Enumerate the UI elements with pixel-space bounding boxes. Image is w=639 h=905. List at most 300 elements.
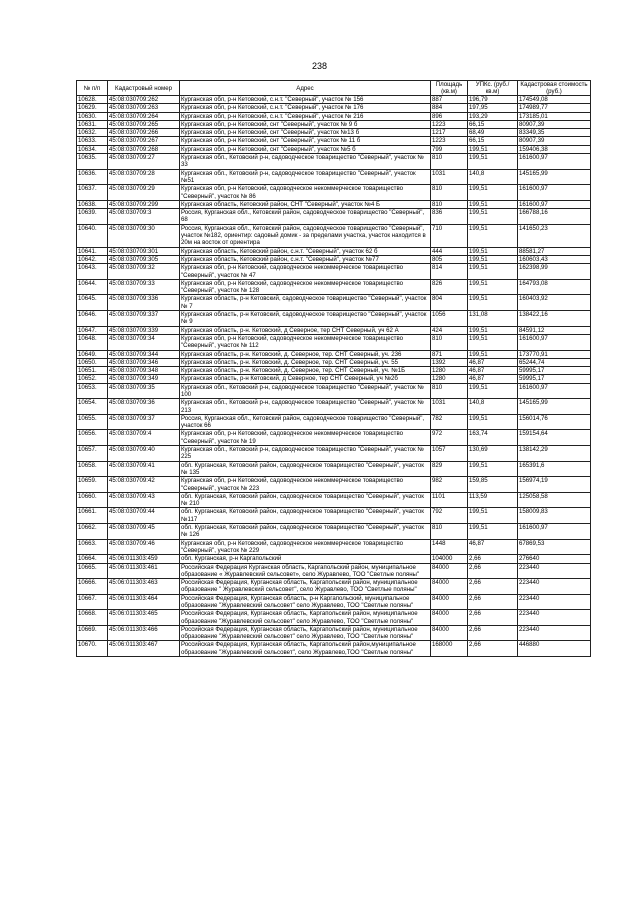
cadastral-value-cell: 223440 bbox=[518, 579, 591, 595]
unit-value-cell: 199,51 bbox=[468, 279, 518, 295]
unit-value-cell: 199,51 bbox=[468, 200, 518, 208]
row-index-cell: 10642. bbox=[77, 255, 108, 263]
cadastral-number-cell: 45:08:030709:4 bbox=[108, 430, 180, 446]
address-cell: Курганская область, р-н Кетовский, садоводческое товарищество "Северный", участок № 7 bbox=[180, 295, 431, 311]
row-index-cell: 10629. bbox=[77, 104, 108, 112]
row-index-cell: 10640. bbox=[77, 224, 108, 247]
address-cell: Российская Федерация, Курганская область, Каргапольский район, муниципальное образование "Журавлевский сельсовет" село Журавлево, ТОО "Светлые поляны" bbox=[180, 610, 431, 626]
address-cell: Россия, Курганская обл., Кетовский район, садоводческое товарищество "Северный", 68 bbox=[180, 209, 431, 225]
cadastral-number-cell: 45:08:030709:29 bbox=[108, 185, 180, 201]
table-row bbox=[77, 492, 591, 508]
address-cell: Курганская обл, р-н Кетовский, садоводческое некоммерческое товарищество "Северный", участок № 86 bbox=[180, 185, 431, 201]
cadastral-value-cell: 161600,97 bbox=[518, 154, 591, 170]
cadastral-value-cell: 164793,08 bbox=[518, 279, 591, 295]
area-cell: 887 bbox=[431, 96, 468, 104]
row-index-cell: 10666. bbox=[77, 579, 108, 595]
address-cell: Курганская обл, р-н Кетовский, с.н.т. "Северный", участок № 216 bbox=[180, 112, 431, 120]
cadastral-number-cell: 45:08:030709:41 bbox=[108, 461, 180, 477]
table-row bbox=[77, 200, 591, 208]
table-row bbox=[77, 563, 591, 579]
table-row bbox=[77, 112, 591, 120]
cadastral-number-cell: 45:06:011303:463 bbox=[108, 579, 180, 595]
cadastral-number-cell: 45:08:030709:44 bbox=[108, 508, 180, 524]
table-row bbox=[77, 326, 591, 334]
cadastral-number-cell: 45:08:030709:3 bbox=[108, 209, 180, 225]
address-cell: Россия, Курганская обл., Кетовский район, садоводческое товарищество "Северный", участок №182, ориентир: садовый домик - за пределами участка, участок находится в 20м на восток от ориентира bbox=[180, 224, 431, 247]
unit-value-cell: 199,51 bbox=[468, 264, 518, 280]
area-cell: 810 bbox=[431, 524, 468, 540]
header-address: Адрес bbox=[180, 81, 431, 96]
table-row bbox=[77, 120, 591, 128]
cadastral-value-cell: 125058,58 bbox=[518, 492, 591, 508]
address-cell: обл. Курганская, Кетовский район, садоводческое товарищество "Северный", участок №117 bbox=[180, 508, 431, 524]
unit-value-cell: 199,51 bbox=[468, 209, 518, 225]
cadastral-value-cell: 83349,35 bbox=[518, 129, 591, 137]
cadastral-number-cell: 45:08:030709:266 bbox=[108, 129, 180, 137]
unit-value-cell: 46,87 bbox=[468, 375, 518, 383]
unit-value-cell: 46,87 bbox=[468, 358, 518, 366]
cadastral-value-cell: 88581,27 bbox=[518, 247, 591, 255]
area-cell: 884 bbox=[431, 104, 468, 112]
row-index-cell: 10664. bbox=[77, 555, 108, 563]
address-cell: Курганская обл, р-н Кетовский, садоводческое некоммерческое товарищество "Северный", участок № 128 bbox=[180, 279, 431, 295]
table-row bbox=[77, 264, 591, 280]
cadastral-value-cell: 138142,29 bbox=[518, 446, 591, 462]
row-index-cell: 10630. bbox=[77, 112, 108, 120]
address-cell: Российская Федерация, Курганская область, р-н Каргапольский, муниципальное образование "Журавлевский сельсовет" село Журавлево, ТОО "Светлые поляны" bbox=[180, 594, 431, 610]
table-row bbox=[77, 539, 591, 555]
cadastral-number-cell: 45:08:030709:265 bbox=[108, 120, 180, 128]
address-cell: Курганская обл, р-н Кетовский, садоводческое некоммерческое товарищество "Северный", участок № 19 bbox=[180, 430, 431, 446]
area-cell: 1101 bbox=[431, 492, 468, 508]
cadastral-number-cell: 45:08:030709:30 bbox=[108, 224, 180, 247]
address-cell: обл. Курганская, Кетовский район, садоводческое товарищество "Северный", участок № 126 bbox=[180, 524, 431, 540]
cadastral-number-cell: 45:08:030709:262 bbox=[108, 96, 180, 104]
row-index-cell: 10663. bbox=[77, 539, 108, 555]
row-index-cell: 10641. bbox=[77, 247, 108, 255]
unit-value-cell: 199,51 bbox=[468, 185, 518, 201]
unit-value-cell: 196,79 bbox=[468, 96, 518, 104]
table-row bbox=[77, 255, 591, 263]
table-row bbox=[77, 185, 591, 201]
unit-value-cell: 131,08 bbox=[468, 311, 518, 327]
table-row bbox=[77, 555, 591, 563]
table-row bbox=[77, 594, 591, 610]
row-index-cell: 10654. bbox=[77, 399, 108, 415]
cadastral-value-cell: 161600,97 bbox=[518, 524, 591, 540]
cadastral-number-cell: 45:08:030709:28 bbox=[108, 169, 180, 185]
row-index-cell: 10647. bbox=[77, 326, 108, 334]
unit-value-cell: 199,51 bbox=[468, 508, 518, 524]
table-row bbox=[77, 399, 591, 415]
area-cell: 1057 bbox=[431, 446, 468, 462]
row-index-cell: 10649. bbox=[77, 350, 108, 358]
area-cell: 972 bbox=[431, 430, 468, 446]
row-index-cell: 10661. bbox=[77, 508, 108, 524]
cadastral-value-cell: 161600,97 bbox=[518, 334, 591, 350]
unit-value-cell: 66,15 bbox=[468, 120, 518, 128]
cadastral-value-cell: 67869,53 bbox=[518, 539, 591, 555]
cadastral-value-cell: 161600,97 bbox=[518, 185, 591, 201]
row-index-cell: 10650. bbox=[77, 358, 108, 366]
address-cell: Курганская обл., Кетовский р-н, садоводческое товарищество "Северный", участок № 33 bbox=[180, 154, 431, 170]
row-index-cell: 10662. bbox=[77, 524, 108, 540]
header-index: № п/п bbox=[77, 81, 108, 96]
cadastral-value-cell: 84591,12 bbox=[518, 326, 591, 334]
row-index-cell: 10634. bbox=[77, 145, 108, 153]
unit-value-cell: 199,51 bbox=[468, 145, 518, 153]
cadastral-value-cell: 161600,97 bbox=[518, 200, 591, 208]
header-cadastral-value: Кадастровая стоимость (руб.) bbox=[518, 81, 591, 96]
unit-value-cell: 199,51 bbox=[468, 224, 518, 247]
unit-value-cell: 2,66 bbox=[468, 610, 518, 626]
cadastral-number-cell: 45:08:030709:33 bbox=[108, 279, 180, 295]
table-row bbox=[77, 137, 591, 145]
cadastral-number-cell: 45:08:030709:43 bbox=[108, 492, 180, 508]
area-cell: 84000 bbox=[431, 594, 468, 610]
row-index-cell: 10646. bbox=[77, 311, 108, 327]
cadastral-number-cell: 45:08:030709:348 bbox=[108, 367, 180, 375]
area-cell: 782 bbox=[431, 414, 468, 430]
area-cell: 810 bbox=[431, 334, 468, 350]
table-row bbox=[77, 358, 591, 366]
unit-value-cell: 2,66 bbox=[468, 641, 518, 657]
table-row bbox=[77, 461, 591, 477]
table-row bbox=[77, 367, 591, 375]
table-row bbox=[77, 224, 591, 247]
area-cell: 710 bbox=[431, 224, 468, 247]
area-cell: 805 bbox=[431, 255, 468, 263]
row-index-cell: 10657. bbox=[77, 446, 108, 462]
unit-value-cell: 199,51 bbox=[468, 414, 518, 430]
address-cell: Курганская область, р-н. Кетовский, д. Северное, тер. СНТ Северный, уч. 55 bbox=[180, 358, 431, 366]
table-row bbox=[77, 169, 591, 185]
cadastral-number-cell: 45:08:030709:349 bbox=[108, 375, 180, 383]
address-cell: Российская Федерация, Курганская область, Каргапольский район, муниципальное образование " Журавлевский сельсовет", село Журавлево, ТОО "Светлые поляны" bbox=[180, 579, 431, 595]
unit-value-cell: 199,51 bbox=[468, 350, 518, 358]
area-cell: 792 bbox=[431, 508, 468, 524]
row-index-cell: 10665. bbox=[77, 563, 108, 579]
unit-value-cell: 199,51 bbox=[468, 326, 518, 334]
address-cell: Курганская обл, р-н Кетовский, садоводческое некоммерческое товарищество "Северный", участок № 47 bbox=[180, 264, 431, 280]
address-cell: Курганская обл, р-н Кетовский, садоводческое некоммерческое товарищество "Северный", участок № 229 bbox=[180, 539, 431, 555]
cadastral-number-cell: 45:08:030709:36 bbox=[108, 399, 180, 415]
unit-value-cell: 163,74 bbox=[468, 430, 518, 446]
unit-value-cell: 199,51 bbox=[468, 154, 518, 170]
table-row bbox=[77, 295, 591, 311]
cadastral-value-cell: 223440 bbox=[518, 610, 591, 626]
table-row bbox=[77, 311, 591, 327]
cadastral-number-cell: 45:08:030709:263 bbox=[108, 104, 180, 112]
cadastral-value-cell: 156014,76 bbox=[518, 414, 591, 430]
table-row bbox=[77, 625, 591, 641]
cadastral-value-cell: 158009,83 bbox=[518, 508, 591, 524]
address-cell: Курганская область, р-н Кетовский, д Северное, тер СНТ Северный, уч №2б bbox=[180, 375, 431, 383]
area-cell: 814 bbox=[431, 264, 468, 280]
cadastral-number-cell: 45:08:030709:42 bbox=[108, 477, 180, 493]
cadastral-number-cell: 45:08:030709:336 bbox=[108, 295, 180, 311]
table-row bbox=[77, 145, 591, 153]
table-row bbox=[77, 279, 591, 295]
cadastral-value-cell: 162398,99 bbox=[518, 264, 591, 280]
area-cell: 871 bbox=[431, 350, 468, 358]
header-row bbox=[77, 81, 591, 96]
unit-value-cell: 193,29 bbox=[468, 112, 518, 120]
area-cell: 84000 bbox=[431, 610, 468, 626]
unit-value-cell: 2,66 bbox=[468, 555, 518, 563]
area-cell: 1223 bbox=[431, 137, 468, 145]
unit-value-cell: 199,51 bbox=[468, 295, 518, 311]
unit-value-cell: 113,59 bbox=[468, 492, 518, 508]
area-cell: 810 bbox=[431, 154, 468, 170]
cadastral-value-cell: 160403,92 bbox=[518, 295, 591, 311]
row-index-cell: 10633. bbox=[77, 137, 108, 145]
address-cell: Курганская область, Кетовский район, с.н.т. "Северный", участок №77 bbox=[180, 255, 431, 263]
address-cell: Курганская обл, р-н Кетовский, садоводческое некоммерческое товарищество "Северный", участок № 112 bbox=[180, 334, 431, 350]
row-index-cell: 10658. bbox=[77, 461, 108, 477]
cadastral-number-cell: 45:06:011303:464 bbox=[108, 594, 180, 610]
cadastral-number-cell: 45:08:030709:35 bbox=[108, 383, 180, 399]
cadastral-value-table bbox=[76, 80, 591, 657]
cadastral-number-cell: 45:08:030709:346 bbox=[108, 358, 180, 366]
row-index-cell: 10639. bbox=[77, 209, 108, 225]
area-cell: 1056 bbox=[431, 311, 468, 327]
cadastral-number-cell: 45:08:030709:267 bbox=[108, 137, 180, 145]
cadastral-value-cell: 223440 bbox=[518, 625, 591, 641]
unit-value-cell: 199,51 bbox=[468, 247, 518, 255]
area-cell: 896 bbox=[431, 112, 468, 120]
unit-value-cell: 199,51 bbox=[468, 383, 518, 399]
cadastral-value-cell: 160603,43 bbox=[518, 255, 591, 263]
row-index-cell: 10655. bbox=[77, 414, 108, 430]
address-cell: Курганская область, р-н. Кетовский, д. Северное, тер. СНТ Северный, уч. №1Б bbox=[180, 367, 431, 375]
area-cell: 810 bbox=[431, 383, 468, 399]
row-index-cell: 10668. bbox=[77, 610, 108, 626]
area-cell: 1280 bbox=[431, 367, 468, 375]
area-cell: 1031 bbox=[431, 169, 468, 185]
address-cell: Курганская область, Кетовский район, СНТ "Северный", участок №4 Б bbox=[180, 200, 431, 208]
cadastral-value-cell: 141650,23 bbox=[518, 224, 591, 247]
unit-value-cell: 199,51 bbox=[468, 334, 518, 350]
row-index-cell: 10637. bbox=[77, 185, 108, 201]
address-cell: Россия, Курганская обл., Кетовский район, садоводческое товарищество "Северный", участок 66 bbox=[180, 414, 431, 430]
cadastral-number-cell: 45:08:030709:301 bbox=[108, 247, 180, 255]
row-index-cell: 10632. bbox=[77, 129, 108, 137]
table-row bbox=[77, 375, 591, 383]
area-cell: 799 bbox=[431, 145, 468, 153]
cadastral-value-cell: 59995,17 bbox=[518, 367, 591, 375]
unit-value-cell: 2,66 bbox=[468, 579, 518, 595]
row-index-cell: 10659. bbox=[77, 477, 108, 493]
cadastral-number-cell: 45:08:030709:299 bbox=[108, 200, 180, 208]
cadastral-number-cell: 45:08:030709:305 bbox=[108, 255, 180, 263]
address-cell: обл. Курганская, Кетовский район, садоводческое товарищество "Северный", участок № 210 bbox=[180, 492, 431, 508]
area-cell: 1448 bbox=[431, 539, 468, 555]
area-cell: 829 bbox=[431, 461, 468, 477]
address-cell: Курганская обл, р-н Кетовский, снт "Северный", участок №13 б bbox=[180, 129, 431, 137]
unit-value-cell: 2,66 bbox=[468, 594, 518, 610]
cadastral-number-cell: 45:08:030709:45 bbox=[108, 524, 180, 540]
unit-value-cell: 46,87 bbox=[468, 539, 518, 555]
cadastral-value-cell: 174989,77 bbox=[518, 104, 591, 112]
area-cell: 1392 bbox=[431, 358, 468, 366]
cadastral-value-cell: 223440 bbox=[518, 594, 591, 610]
cadastral-number-cell: 45:08:030709:32 bbox=[108, 264, 180, 280]
cadastral-number-cell: 45:06:011303:465 bbox=[108, 610, 180, 626]
cadastral-number-cell: 45:06:011303:466 bbox=[108, 625, 180, 641]
table-row bbox=[77, 641, 591, 657]
table-row bbox=[77, 154, 591, 170]
area-cell: 982 bbox=[431, 477, 468, 493]
row-index-cell: 10643. bbox=[77, 264, 108, 280]
cadastral-value-cell: 166788,16 bbox=[518, 209, 591, 225]
cadastral-number-cell: 45:08:030709:264 bbox=[108, 112, 180, 120]
address-cell: Курганская область, Кетовский район, с.н.т. "Северный", участок 62 б bbox=[180, 247, 431, 255]
header-cadastral-number: Кадастровый номер bbox=[108, 81, 180, 96]
area-cell: 104000 bbox=[431, 555, 468, 563]
address-cell: Курганская область, р-н. Кетовский, д Северное, тер СНТ Северный, уч 62 А bbox=[180, 326, 431, 334]
address-cell: обл. Курганская, Кетовский район, садоводческое товарищество "Северный", участок № 135 bbox=[180, 461, 431, 477]
address-cell: Курганская обл, р-н Кетовский, снт "Северный", участок № 9 б bbox=[180, 120, 431, 128]
table-row bbox=[77, 383, 591, 399]
cadastral-value-cell: 156974,19 bbox=[518, 477, 591, 493]
row-index-cell: 10670. bbox=[77, 641, 108, 657]
area-cell: 810 bbox=[431, 200, 468, 208]
area-cell: 444 bbox=[431, 247, 468, 255]
address-cell: Российская Федерация, Курганская область, Каргапольский район,муниципальное образование "Журавлевский сельсовет", село Журавлево,ТОО "Светлые поляны" bbox=[180, 641, 431, 657]
address-cell: Российская Федерация, Курганская область, Каргапольский район, муниципальное образование "Журавлевский сельсовет" село Журавлево, ТОО "Светлые поляны" bbox=[180, 625, 431, 641]
row-index-cell: 10648. bbox=[77, 334, 108, 350]
row-index-cell: 10645. bbox=[77, 295, 108, 311]
unit-value-cell: 159,85 bbox=[468, 477, 518, 493]
table-row bbox=[77, 524, 591, 540]
table-row bbox=[77, 350, 591, 358]
row-index-cell: 10667. bbox=[77, 594, 108, 610]
unit-value-cell: 68,49 bbox=[468, 129, 518, 137]
area-cell: 424 bbox=[431, 326, 468, 334]
unit-value-cell: 2,66 bbox=[468, 563, 518, 579]
area-cell: 810 bbox=[431, 185, 468, 201]
cadastral-number-cell: 45:08:030709:337 bbox=[108, 311, 180, 327]
cadastral-number-cell: 45:08:030709:37 bbox=[108, 414, 180, 430]
table-row bbox=[77, 446, 591, 462]
unit-value-cell: 199,51 bbox=[468, 255, 518, 263]
page-number: 238 bbox=[311, 61, 328, 71]
area-cell: 84000 bbox=[431, 563, 468, 579]
cadastral-value-cell: 161600,97 bbox=[518, 383, 591, 399]
area-cell: 1217 bbox=[431, 129, 468, 137]
cadastral-number-cell: 45:08:030709:40 bbox=[108, 446, 180, 462]
unit-value-cell: 199,51 bbox=[468, 524, 518, 540]
table-row bbox=[77, 508, 591, 524]
table-row bbox=[77, 129, 591, 137]
cadastral-value-cell: 173770,91 bbox=[518, 350, 591, 358]
cadastral-number-cell: 45:08:030709:34 bbox=[108, 334, 180, 350]
table-row bbox=[77, 579, 591, 595]
cadastral-value-cell: 145165,99 bbox=[518, 169, 591, 185]
header-unit-value: УПКс. (руб./кв.м) bbox=[468, 81, 518, 96]
unit-value-cell: 2,66 bbox=[468, 625, 518, 641]
cadastral-number-cell: 45:06:011303:461 bbox=[108, 563, 180, 579]
table-row bbox=[77, 209, 591, 225]
address-cell: Курганская обл., Кетовский р-н, садоводческое товарищество "Северный", участок № 100 bbox=[180, 383, 431, 399]
area-cell: 1223 bbox=[431, 120, 468, 128]
table-row bbox=[77, 96, 591, 104]
area-cell: 804 bbox=[431, 295, 468, 311]
cadastral-value-cell: 159154,64 bbox=[518, 430, 591, 446]
address-cell: Курганская обл, р-н Кетовский, снт "Северный", участок №5 б bbox=[180, 145, 431, 153]
cadastral-number-cell: 45:06:011303:459 bbox=[108, 555, 180, 563]
unit-value-cell: 46,87 bbox=[468, 367, 518, 375]
address-cell: Курганская обл, р-н Кетовский, с.н.т. "Северный", участок № 176 bbox=[180, 104, 431, 112]
row-index-cell: 10653. bbox=[77, 383, 108, 399]
row-index-cell: 10638. bbox=[77, 200, 108, 208]
address-cell: Курганская обл., Кетовский р-н, садоводческое товарищество "Северный", участок № 225 bbox=[180, 446, 431, 462]
unit-value-cell: 140,8 bbox=[468, 169, 518, 185]
address-cell: Курганская обл., Кетовский р-н, садоводческое товарищество "Северный", участок № 213 bbox=[180, 399, 431, 415]
table-row bbox=[77, 430, 591, 446]
row-index-cell: 10651. bbox=[77, 367, 108, 375]
unit-value-cell: 199,51 bbox=[468, 461, 518, 477]
row-index-cell: 10636. bbox=[77, 169, 108, 185]
cadastral-value-cell: 159406,38 bbox=[518, 145, 591, 153]
area-cell: 168000 bbox=[431, 641, 468, 657]
cadastral-number-cell: 45:08:030709:268 bbox=[108, 145, 180, 153]
cadastral-value-cell: 59995,17 bbox=[518, 375, 591, 383]
area-cell: 84000 bbox=[431, 625, 468, 641]
table-body bbox=[77, 96, 591, 657]
unit-value-cell: 130,69 bbox=[468, 446, 518, 462]
cadastral-value-cell: 173185,01 bbox=[518, 112, 591, 120]
cadastral-value-cell: 138422,16 bbox=[518, 311, 591, 327]
area-cell: 1031 bbox=[431, 399, 468, 415]
table-row bbox=[77, 247, 591, 255]
row-index-cell: 10631. bbox=[77, 120, 108, 128]
row-index-cell: 10669. bbox=[77, 625, 108, 641]
address-cell: Курганская область, р-н Кетовский, садоводческое товарищество "Северный", участок № 9 bbox=[180, 311, 431, 327]
cadastral-number-cell: 45:08:030709:344 bbox=[108, 350, 180, 358]
cadastral-value-cell: 80907,39 bbox=[518, 120, 591, 128]
cadastral-value-cell: 165391,6 bbox=[518, 461, 591, 477]
cadastral-value-cell: 145165,99 bbox=[518, 399, 591, 415]
unit-value-cell: 66,15 bbox=[468, 137, 518, 145]
table-row bbox=[77, 414, 591, 430]
table-row bbox=[77, 104, 591, 112]
row-index-cell: 10652. bbox=[77, 375, 108, 383]
cadastral-number-cell: 45:08:030709:339 bbox=[108, 326, 180, 334]
cadastral-number-cell: 45:08:030709:46 bbox=[108, 539, 180, 555]
cadastral-number-cell: 45:08:030709:27 bbox=[108, 154, 180, 170]
cadastral-value-cell: 276640 bbox=[518, 555, 591, 563]
header-area: Площадь (кв.м) bbox=[431, 81, 468, 96]
address-cell: обл. Курганская, р-н Каргапольский bbox=[180, 555, 431, 563]
table-row bbox=[77, 334, 591, 350]
cadastral-value-cell: 174549,08 bbox=[518, 96, 591, 104]
area-cell: 836 bbox=[431, 209, 468, 225]
table-row bbox=[77, 477, 591, 493]
area-cell: 1280 bbox=[431, 375, 468, 383]
row-index-cell: 10656. bbox=[77, 430, 108, 446]
row-index-cell: 10635. bbox=[77, 154, 108, 170]
unit-value-cell: 140,8 bbox=[468, 399, 518, 415]
cadastral-value-cell: 446880 bbox=[518, 641, 591, 657]
cadastral-value-cell: 80907,39 bbox=[518, 137, 591, 145]
area-cell: 84000 bbox=[431, 579, 468, 595]
address-cell: Курганская обл., Кетовский р-н, садоводческое товарищество "Северный", участок №51 bbox=[180, 169, 431, 185]
unit-value-cell: 197,95 bbox=[468, 104, 518, 112]
address-cell: Курганская обл, р-н Кетовский, с.н.т. "Северный", участок № 156 bbox=[180, 96, 431, 104]
address-cell: Курганская обл, р-н Кетовский, садоводческое некоммерческое товарищество "Северный", участок № 223 bbox=[180, 477, 431, 493]
